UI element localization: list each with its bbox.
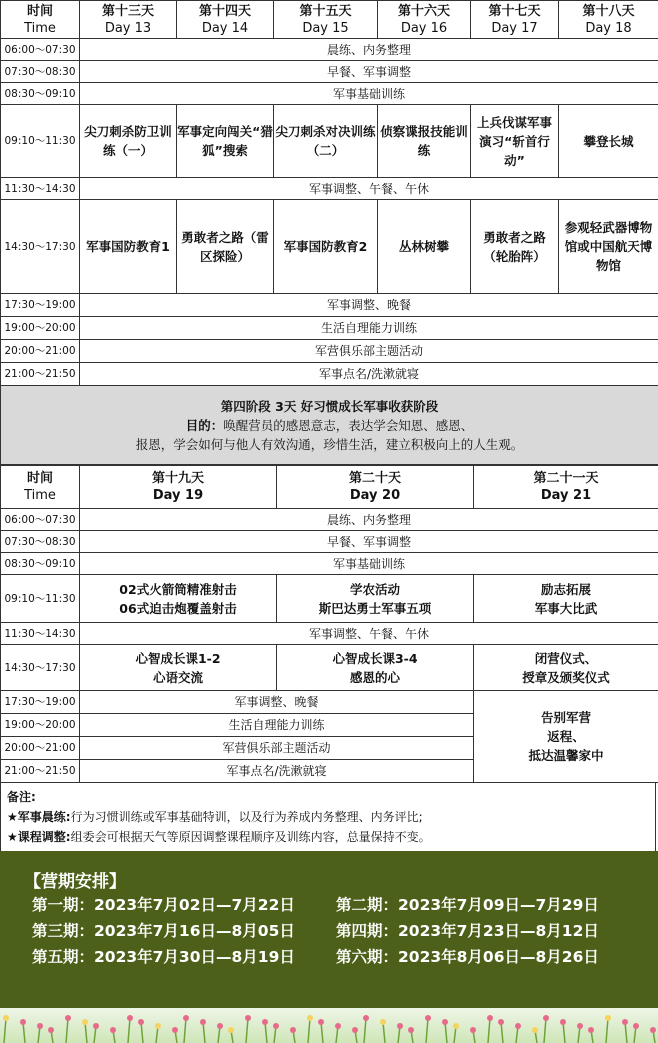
flower-icon [605,1015,611,1021]
activity-cell: 军事点名/洗漱就寝 [80,363,658,386]
activity-cell: 侦察谍报技能训练 [378,105,471,178]
table-row [1,294,658,317]
day-header: 第十四天 Day 14 [177,1,274,39]
activity-cell: 参观轻武器博物馆或中国航天博物馆 [559,200,658,294]
flower-icon [82,1019,88,1025]
time-header: 时间 Time [1,466,80,509]
notes-box [0,783,656,853]
stage-goal-cont: 报恩，学会如何与他人有效沟通，珍惜生活，建立积极向上的人生观。 [135,436,524,452]
activity-cell: 勇敢者之路（轮胎阵） [471,200,559,294]
session-row [32,919,640,941]
activity-cell: 军事调整、午餐、午休 [80,623,658,645]
activity-cell: 军事基础训练 [80,553,658,575]
activity-cell: 生活自理能力训练 [80,714,474,737]
activity-cell: 上兵伐谋军事演习“斩首行动” [471,105,559,178]
activity-cell: 晨练、内务整理 [80,39,658,61]
camp-schedule-title: 【营期安排】 [24,872,126,892]
activity-cell: 早餐、军事调整 [80,61,658,83]
header-row [1,466,658,509]
activity-cell: 早餐、军事调整 [80,531,658,553]
session-item: 第二期：2023年7月09日—7月29日 [336,896,599,914]
flower-icon [37,1023,43,1029]
flower-icon [543,1015,549,1021]
flower-icon [442,1019,448,1025]
session-item: 第四期：2023年7月23日—8月12日 [336,922,599,940]
flower-icon [408,1027,414,1033]
activity-cell: 军营俱乐部主题活动 [80,340,658,363]
stage-title: 第四阶段 3天 好习惯成长军事收获阶段 [220,398,439,414]
day-header: 第十七天 Day 17 [471,1,559,39]
flower-icon [3,1015,9,1021]
activity-cell: 军事调整、晚餐 [80,691,474,714]
session-item: 第六期：2023年8月06日—8月26日 [336,948,599,966]
time-cell: 06:00～07:30 [1,39,80,61]
time-cell: 14:30～17:30 [1,200,80,294]
time-cell: 20:00～21:00 [1,737,80,760]
flower-icon [363,1015,369,1021]
time-cell: 14:30～17:30 [1,645,80,691]
activity-cell: 励志拓展 军事大比武 [474,575,658,623]
farewell-cell: 告别军营 返程、 抵达温馨家中 [474,691,658,783]
activity-cell: 勇敢者之路（雷区探险） [177,200,274,294]
flower-icon [318,1019,324,1025]
table-row [1,105,658,178]
table-row [1,553,658,575]
time-cell: 21:00～21:50 [1,363,80,386]
time-cell: 17:30～19:00 [1,691,80,714]
activity-cell: 军事基础训练 [80,83,658,105]
flower-icon [532,1027,538,1033]
flower-icon [217,1023,223,1029]
table-row [1,178,658,200]
table-row [1,691,658,714]
activity-cell: 学农活动 斯巴达勇士军事五项 [277,575,474,623]
flower-icon [155,1023,161,1029]
activity-cell: 尖刀刺杀防卫训练（一） [80,105,177,178]
time-cell: 20:00～21:00 [1,340,80,363]
time-cell: 11:30～14:30 [1,623,80,645]
flower-icon [245,1015,251,1021]
flower-icon [273,1023,279,1029]
table-row [1,645,658,691]
schedule-table-days-19-21 [0,465,658,783]
time-cell: 09:10～11:30 [1,105,80,178]
session-row [32,945,640,967]
table-row [1,39,658,61]
activity-cell: 军事调整、午餐、午休 [80,178,658,200]
flower-icon [200,1019,206,1025]
flower-icon [48,1027,54,1033]
flower-icon [397,1023,403,1029]
flower-icon [65,1015,71,1021]
activity-cell: 02式火箭筒精准射击 06式迫击炮覆盖射击 [80,575,277,623]
time-cell: 06:00～07:30 [1,509,80,531]
day-header: 第十三天 Day 13 [80,1,177,39]
activity-cell: 军事点名/洗漱就寝 [80,760,474,783]
flower-icon [425,1015,431,1021]
note-item: ★课程调整:组委会可根据天气等原因调整课程顺序及训练内容，总量保持不变。 [7,830,431,844]
flower-icon [228,1027,234,1033]
activity-cell: 军事定向闯关“猎狐”搜索 [177,105,274,178]
flowers-graphic [0,1008,658,1043]
table-row [1,83,658,105]
time-cell: 17:30～19:00 [1,294,80,317]
stage-banner [1,386,658,465]
flower-icon [127,1015,133,1021]
table-row [1,509,658,531]
table-row [1,200,658,294]
flower-icon [352,1027,358,1033]
session-item: 第三期：2023年7月16日—8月05日 [32,922,295,940]
session-item: 第一期：2023年7月02日—7月22日 [32,896,295,914]
flower-icon [172,1027,178,1033]
activity-cell: 晨练、内务整理 [80,509,658,531]
activity-cell: 闭营仪式、 授章及颁奖仪式 [474,645,658,691]
flower-icon [487,1015,493,1021]
notes-title: 备注: [7,790,36,804]
table-row [1,575,658,623]
time-cell: 08:30～09:10 [1,83,80,105]
activity-cell: 军事国防教育1 [80,200,177,294]
day-header: 第十五天 Day 15 [274,1,378,39]
table-row [1,61,658,83]
note-item: ★军事晨练:行为习惯训练或军事基础特训，以及行为养成内务整理、内务评比; [7,810,423,824]
flower-icon [622,1019,628,1025]
table-row [1,363,658,386]
table-row [1,531,658,553]
flower-icon [183,1015,189,1021]
camp-schedule-panel [0,851,658,1008]
time-cell: 07:30～08:30 [1,531,80,553]
flower-icon [307,1015,313,1021]
flower-icon [650,1027,656,1033]
stage-goal: 目的：唤醒营员的感恩意志，表达学会知恩、感恩、 [185,417,474,433]
activity-cell: 心智成长课3-4 感恩的心 [277,645,474,691]
flower-icon [588,1027,594,1033]
flower-icon [262,1019,268,1025]
flower-icon [577,1023,583,1029]
activity-cell: 心智成长课1-2 心语交流 [80,645,277,691]
time-header: 时间 Time [1,1,80,39]
activity-cell: 生活自理能力训练 [80,317,658,340]
flower-icon [290,1027,296,1033]
flower-icon [138,1019,144,1025]
time-cell: 09:10～11:30 [1,575,80,623]
table-row [1,623,658,645]
flower-icon [515,1023,521,1029]
flower-icon [335,1023,341,1029]
time-cell: 07:30～08:30 [1,61,80,83]
flower-meadow-decoration [0,1008,658,1043]
session-item: 第五期：2023年7月30日—8月19日 [32,948,295,966]
flower-icon [380,1019,386,1025]
day-header: 第十六天 Day 16 [378,1,471,39]
time-cell: 21:00～21:50 [1,760,80,783]
activity-cell: 丛林树攀 [378,200,471,294]
time-cell: 08:30～09:10 [1,553,80,575]
time-cell: 19:00～20:00 [1,317,80,340]
activity-cell: 军事调整、晚餐 [80,294,658,317]
flower-icon [560,1019,566,1025]
activity-cell: 尖刀刺杀对决训练（二） [274,105,378,178]
header-row [1,1,658,39]
flower-icon [453,1023,459,1029]
table-row [1,317,658,340]
day-header: 第二十天 Day 20 [277,466,474,509]
activity-cell: 攀登长城 [559,105,658,178]
day-header: 第二十一天 Day 21 [474,466,658,509]
flower-icon [498,1019,504,1025]
schedule-table-days-13-18 [0,0,658,465]
day-header: 第十九天 Day 19 [80,466,277,509]
table-row [1,340,658,363]
flower-icon [93,1023,99,1029]
flower-icon [470,1027,476,1033]
activity-cell: 军事国防教育2 [274,200,378,294]
flower-icon [633,1023,639,1029]
flower-icon [20,1019,26,1025]
session-row [32,893,640,915]
time-cell: 19:00～20:00 [1,714,80,737]
day-header: 第十八天 Day 18 [559,1,658,39]
flower-icon [110,1027,116,1033]
activity-cell: 军营俱乐部主题活动 [80,737,474,760]
time-cell: 11:30～14:30 [1,178,80,200]
